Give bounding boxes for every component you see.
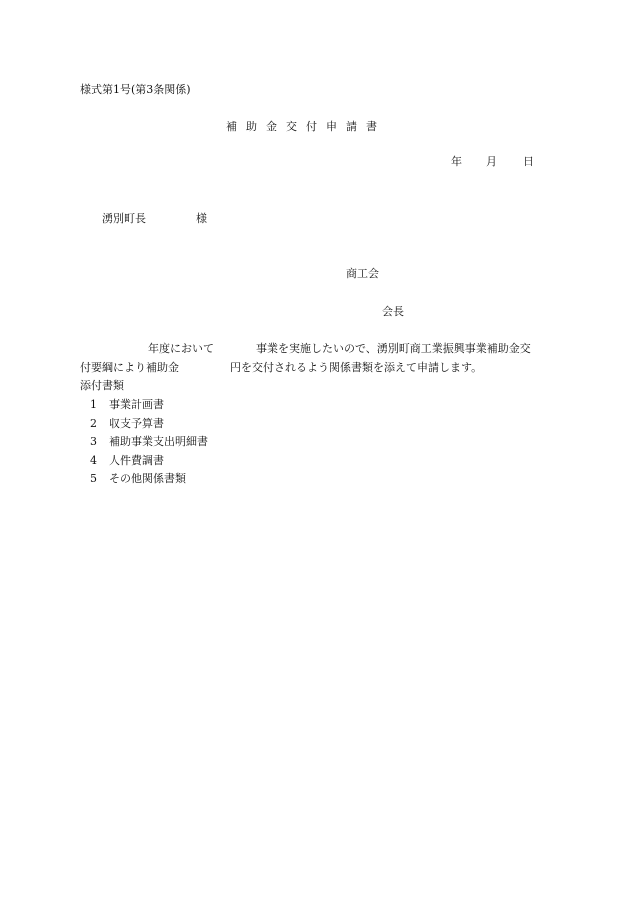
item-number: 3 <box>90 435 97 448</box>
item-number: 5 <box>90 472 97 485</box>
date-year: 年 <box>451 155 462 168</box>
item-label: その他関係書類 <box>109 472 186 485</box>
date-month: 月 <box>486 155 497 168</box>
document-title: 補助金交付申請書 <box>226 120 386 133</box>
attachments-heading: 添付書類 <box>80 379 124 392</box>
item-number: 4 <box>90 453 97 467</box>
applicant-role: 会長 <box>382 305 404 318</box>
attachments-list <box>90 399 208 492</box>
list-item <box>90 473 208 492</box>
item-label: 事業計画書 <box>109 398 164 411</box>
item-label: 人件費調書 <box>109 453 164 467</box>
list-item <box>90 455 208 474</box>
date-day: 日 <box>523 155 534 168</box>
item-number: 1 <box>90 398 97 411</box>
body-line1-text: 事業を実施したいので、湧別町商工業振興事業補助金交 <box>256 342 531 355</box>
body-line2-end: 円を交付されるよう関係書類を添えて申請します。 <box>230 361 483 374</box>
applicant-org: 商工会 <box>346 267 379 280</box>
item-label: 補助事業支出明細書 <box>109 435 208 448</box>
list-item <box>90 436 208 455</box>
body-line2-start: 付要綱により補助金 <box>80 361 179 374</box>
addressee-honorific: 様 <box>196 212 207 225</box>
list-item <box>90 399 208 418</box>
item-label: 収支予算書 <box>109 416 164 430</box>
list-item <box>90 418 208 437</box>
addressee-name: 湧別町長 <box>102 212 146 225</box>
body-year-text: 年度において <box>148 342 214 355</box>
form-number: 様式第1号(第3条関係) <box>80 83 191 96</box>
item-number: 2 <box>90 416 97 430</box>
